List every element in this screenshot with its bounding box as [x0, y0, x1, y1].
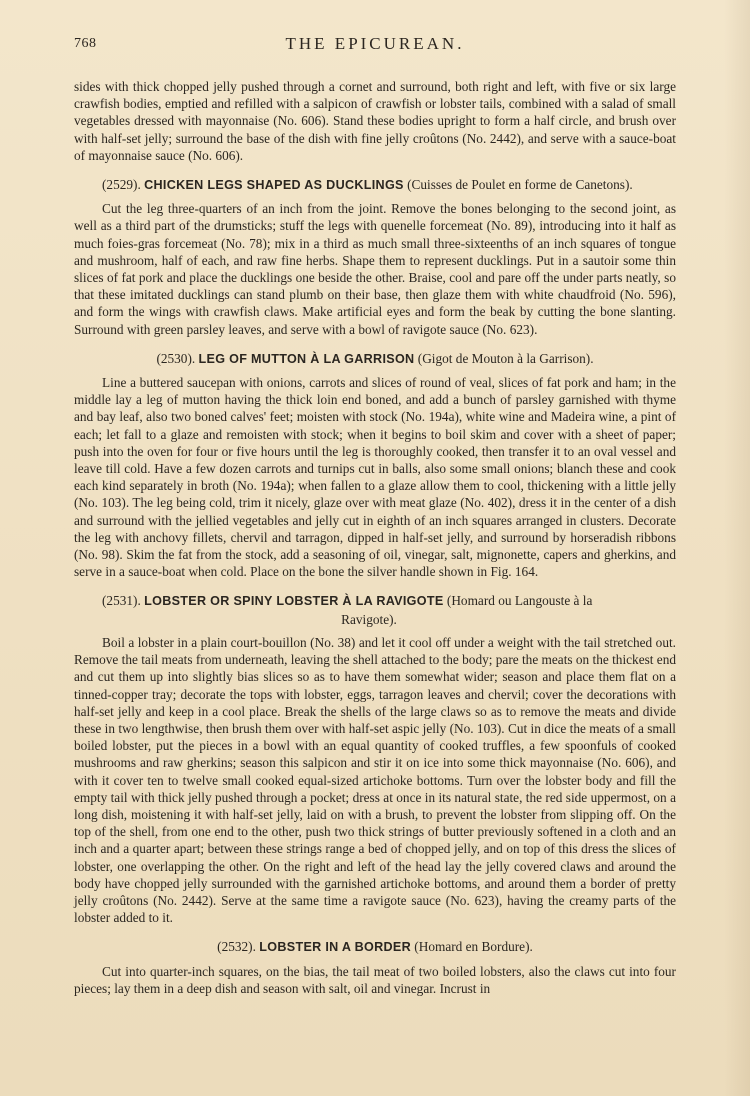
recipe-french-name: (Gigot de Mouton à la Garrison).	[417, 350, 594, 366]
recipe-name: LEG OF MUTTON À LA GARRISON	[198, 351, 415, 366]
recipe-name: CHICKEN LEGS SHAPED AS DUCKLINGS	[144, 178, 404, 193]
recipe-name: LOBSTER OR SPINY LOBSTER À LA RAVIGOTE	[144, 594, 444, 609]
page-header	[74, 34, 676, 68]
recipe-number: (2530).	[156, 350, 196, 366]
running-title: THE EPICUREAN.	[285, 34, 465, 53]
recipe-heading-2532	[74, 938, 676, 956]
intro-paragraph: sides with thick chopped jelly pushed through a cornet and surround, both right and left, with five or six large crawfish bodies, emptied and refilled with a salpicon of crawfish or lobster tails, combined with a salad of small vegetables dressed with mayonnaise (No. 606). Stand these bodies upright to form a half circle, and brush over with half-set jelly; surround the base of the dish with fine jelly croûtons (No. 2442), and serve with a sauce-boat of mayonnaise sauce (No. 606).	[74, 79, 676, 163]
recipe-french-name: (Homard ou Langouste à la	[446, 593, 593, 609]
recipe-heading-2531	[74, 592, 676, 627]
recipe-french-name: (Cuisses de Poulet en forme de Canetons).	[407, 177, 633, 193]
recipe-body-2531: Boil a lobster in a plain court-bouillon (No. 38) and let it cool off under a weight with the tail stretched out. Remove the tail meats from underneath, leaving the shell attached to the body; pare the meats on the thickest end and cut them up into slightly bias slices so as to have them somewhat wider; season and place them flat on a tinned-copper tray; decorate the tops with lobster, eggs, tarragon leaves and chervil; cover the decorations with half-set jelly and keep in a cool place. Break the shells of the large claws so as to remove the meats and divide these in two lengthwise, then brush them over with half-set aspic jelly (No. 103). Cut in dice the meats of a small boiled lobster, put the pieces in a bowl with an equal quantity of cooked truffles, a few spoonfuls of cooked mushrooms and raw gherkins; season this salpicon and stir it on ice into some thick mayonnaise (No. 606), and with it cover ten to twelve small cooked equal-sized artichoke bottoms. Turn over the lobster body and fill the empty tail with thick jelly pushed through a pocket; dress at once in its natural state, the red side uppermost, on a long dish, moistening it with half-set jelly, laid on with a brush, to prevent the lobster from slipping off. On the top of the shell, from one end to the other, push two thick strings of butter previously softened in a cloth and an inch and a quarter apart; between these strings range a bed of chopped jelly, and on top of this dress the slices of lobster, one overlapping the other. On the right and left of the head lay the jelly covered claws and around the body have chopped jelly surrounded with the garnished artichoke bottoms, and around them a border of pretty jelly croûtons (No. 2442). Serve at the same time a ravigote sauce (No. 623), having the creamy parts of the lobster added to it.	[74, 634, 676, 926]
recipe-number: (2529).	[102, 177, 141, 193]
recipe-french-name: (Homard en Bordure).	[414, 939, 533, 955]
recipe-number: (2531).	[102, 593, 141, 609]
recipe-heading-2530	[74, 350, 676, 368]
recipe-body-2530: Line a buttered saucepan with onions, carrots and slices of round of veal, slices of fat pork and ham; in the middle lay a leg of mutton having the thick loin end boned, and add a bunch of parsley garnished with thyme and bay leaf, also two boned calves' feet; moisten with stock (No. 194a), white wine and Madeira wine, a pint of each; let fall to a glaze and remoisten with stock; when it begins to boil skim and cover with a sheet of paper; push into the oven for four or five hours until the leg is thoroughly cooked, then transfer it to an oval vessel and leave till cold. Have a few dozen carrots and turnips cut in balls, also some small onions; blanch these and cook each kind separately in broth (No. 194a); when fallen to a glaze allow them to cool, thickening with a little jelly (No. 103). The leg being cold, trim it nicely, glaze over with meat glaze (No. 402), dress it in the center of a dish and surround with the jellied vegetables and jelly cut in eighth of an inch squares arranged in clusters. Decorate the leg with anchovy fillets, chervil and tarragon, dipped in half-set jelly, and surround by horseradish ribbons (No. 98). Skim the fat from the stock, add a seasoning of oil, vinegar, salt, mignonette, capers and gherkins, and serve in a sauce-boat when cold. Place on the bone the silver handle shown in Fig. 164.	[74, 375, 676, 580]
recipe-body-2529: Cut the leg three-quarters of an inch from the joint. Remove the bones belonging to the second joint, as well as a third part of the drumsticks; stuff the legs with quenelle forcemeat (No. 89), introducing into it half as much foies-gras forcemeat (No. 78); mix in a third as much small three-sixteenths of an inch squares of tongue and mushroom, half of each, and raw fine herbs. Shape them to represent ducklings. Put in a sautoir some thin slices of fat pork and place the ducklings one beside the other. Braise, cool and pare off the under parts neatly, so that these imitated ducklings can stand plumb on their base, then glaze them with white chaudfroid (No. 596), and form the wings with crawfish claws. Make artificial eyes and form the beak by cutting the bone slanting. Surround with green parsley leaves, and serve with a bowl of ravigote sauce (No. 623).	[74, 201, 676, 337]
recipe-number: (2532).	[217, 939, 256, 955]
page-number: 768	[74, 36, 97, 51]
recipe-name: LOBSTER IN A BORDER	[259, 940, 411, 955]
recipe-body-2532: Cut into quarter-inch squares, on the bias, the tail meat of two boiled lobsters, also the claws cut into four pieces; lay them in a deep dish and season with salt, oil and vinegar. Incrust in	[74, 963, 676, 996]
recipe-french-name-continued: Ravigote).	[341, 611, 397, 627]
recipe-heading-2529	[74, 176, 676, 194]
